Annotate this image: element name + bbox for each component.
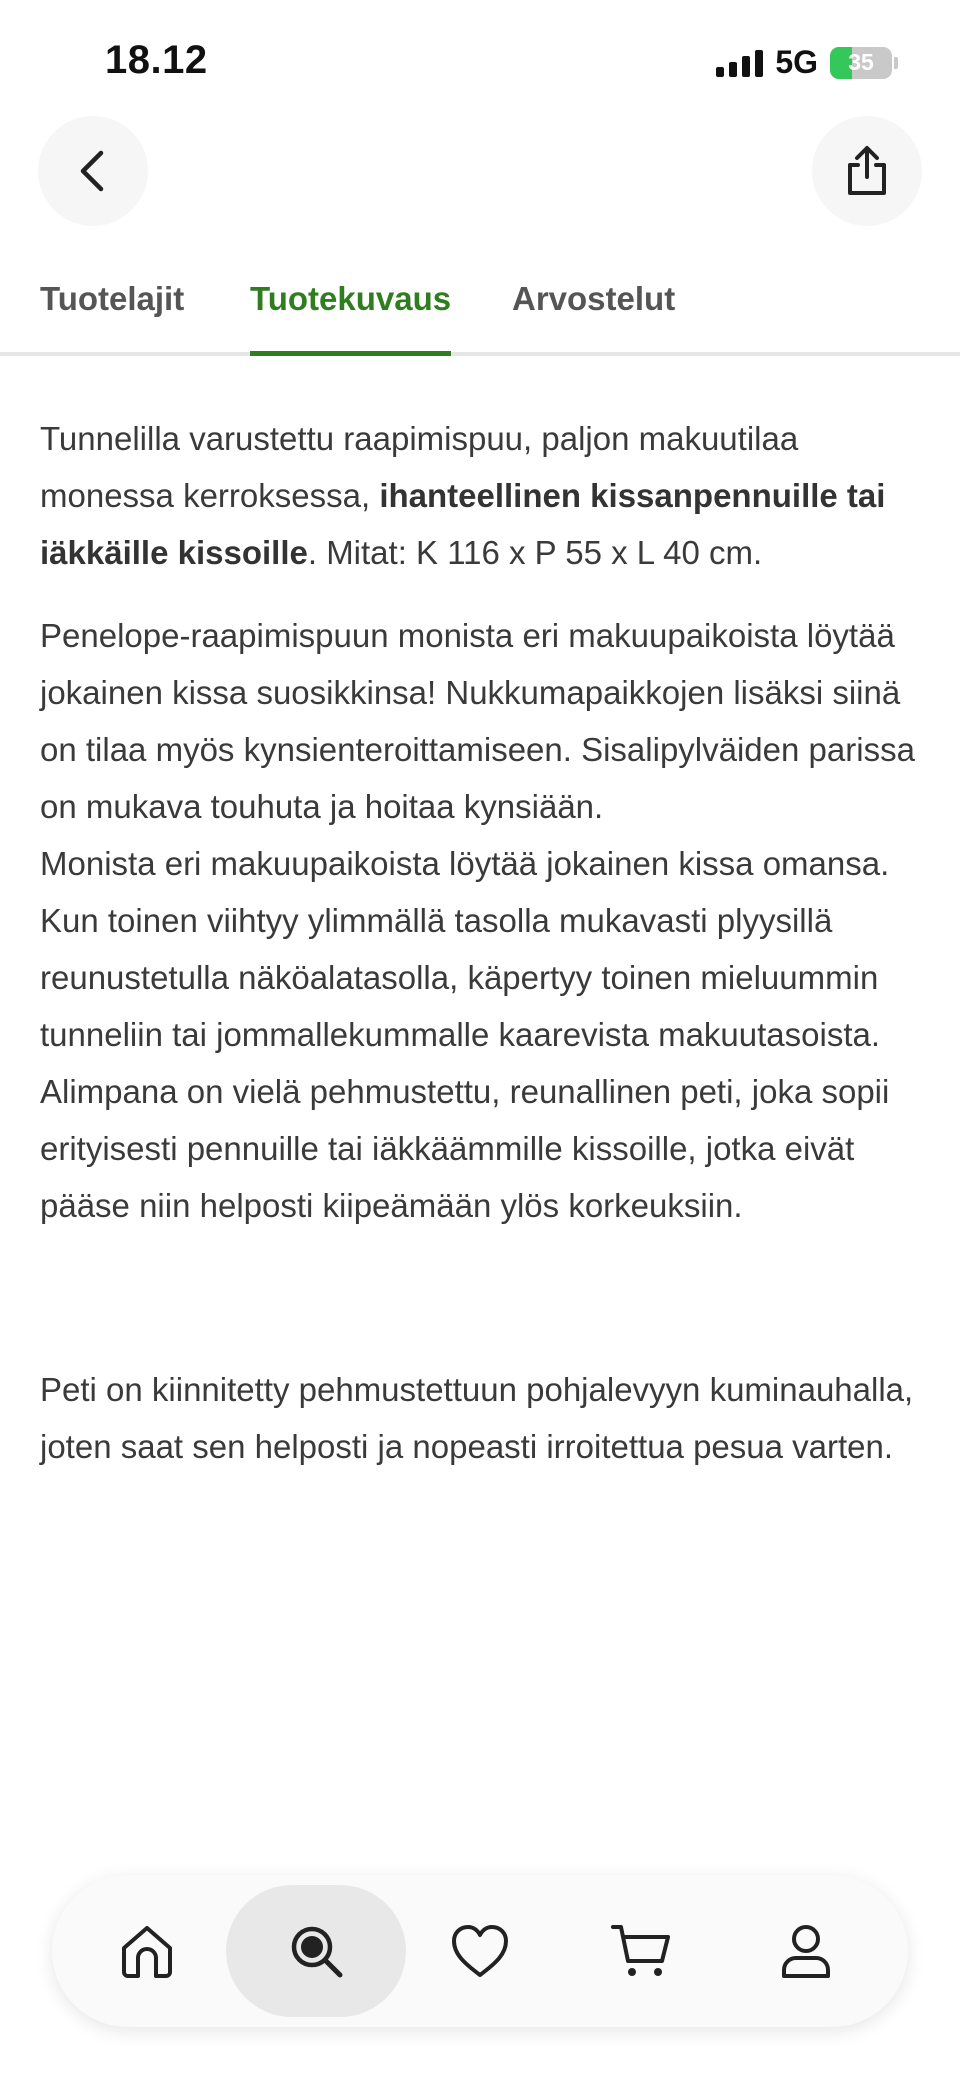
nav-favorites[interactable] — [410, 1875, 550, 2027]
battery-icon — [830, 47, 892, 79]
description-highlight: ihanteellinen kissanpennuille tai iäkkäille kissoille — [40, 477, 886, 571]
share-icon — [842, 145, 892, 197]
tab-tuotekuvaus[interactable]: Tuotekuvaus — [250, 280, 451, 356]
chevron-left-icon — [73, 147, 113, 195]
nav-account[interactable] — [736, 1875, 876, 2027]
product-description — [40, 410, 930, 1475]
search-icon — [287, 1922, 345, 1980]
tab-arvostelut[interactable]: Arvostelut — [512, 280, 676, 317]
battery-percent: 35 — [848, 49, 874, 75]
description-paragraph: Peti on kiinnitetty pehmustettuun pohjalevyyn kuminauhalla, joten saat sen helposti ja nopeasti irroitettua pesua varten. — [40, 1371, 914, 1465]
account-icon — [779, 1922, 833, 1980]
description-paragraph: Penelope-raapimispuun monista eri makuupaikoista löytää jokainen kissa suosikkinsa! Nukkumapaikkojen lisäksi siinä on tilaa myös kynsienteroittamiseen. Sisalipylväiden parissa on mukava touhuta ja hoitaa kynsiään. — [40, 617, 915, 825]
description-paragraph: Monista eri makuupaikoista löytää jokainen kissa omansa. Kun toinen viihtyy ylimmällä tasolla mukavasti plyysillä reunustetulla näköalatasolla, käpertyy toinen mieluummin tunneliin tai jommallekummalle kaarevista makuutasoista. Alimpana on vielä pehmustettu, reunallinen peti, joka sopii erityisesti pennuille tai iäkkäämmille kissoille, jotka eivät pääse niin helposti kiipeämään ylös korkeuksiin. — [40, 845, 890, 1224]
network-type: 5G — [775, 44, 818, 80]
cart-icon — [610, 1921, 674, 1981]
home-icon — [118, 1922, 176, 1980]
description-intro: Tunnelilla varustettu raapimispuu, paljon makuutilaa monessa kerroksessa, ihanteellinen kissanpennuille tai iäkkäille kissoille. Mitat: K 116 x P 55 x L 40 cm. — [40, 420, 886, 571]
bottom-nav — [52, 1875, 908, 2027]
signal-icon — [716, 49, 763, 77]
tab-tuotelajit[interactable]: Tuotelajit — [40, 280, 185, 317]
status-time: 18.12 — [105, 38, 208, 82]
status-indicators — [716, 44, 898, 81]
back-button[interactable] — [38, 116, 148, 226]
nav-search[interactable] — [226, 1875, 406, 2027]
nav-home[interactable] — [77, 1875, 217, 2027]
share-button[interactable] — [812, 116, 922, 226]
heart-icon — [450, 1923, 510, 1979]
product-tabs — [0, 270, 960, 356]
nav-cart[interactable] — [572, 1875, 712, 2027]
